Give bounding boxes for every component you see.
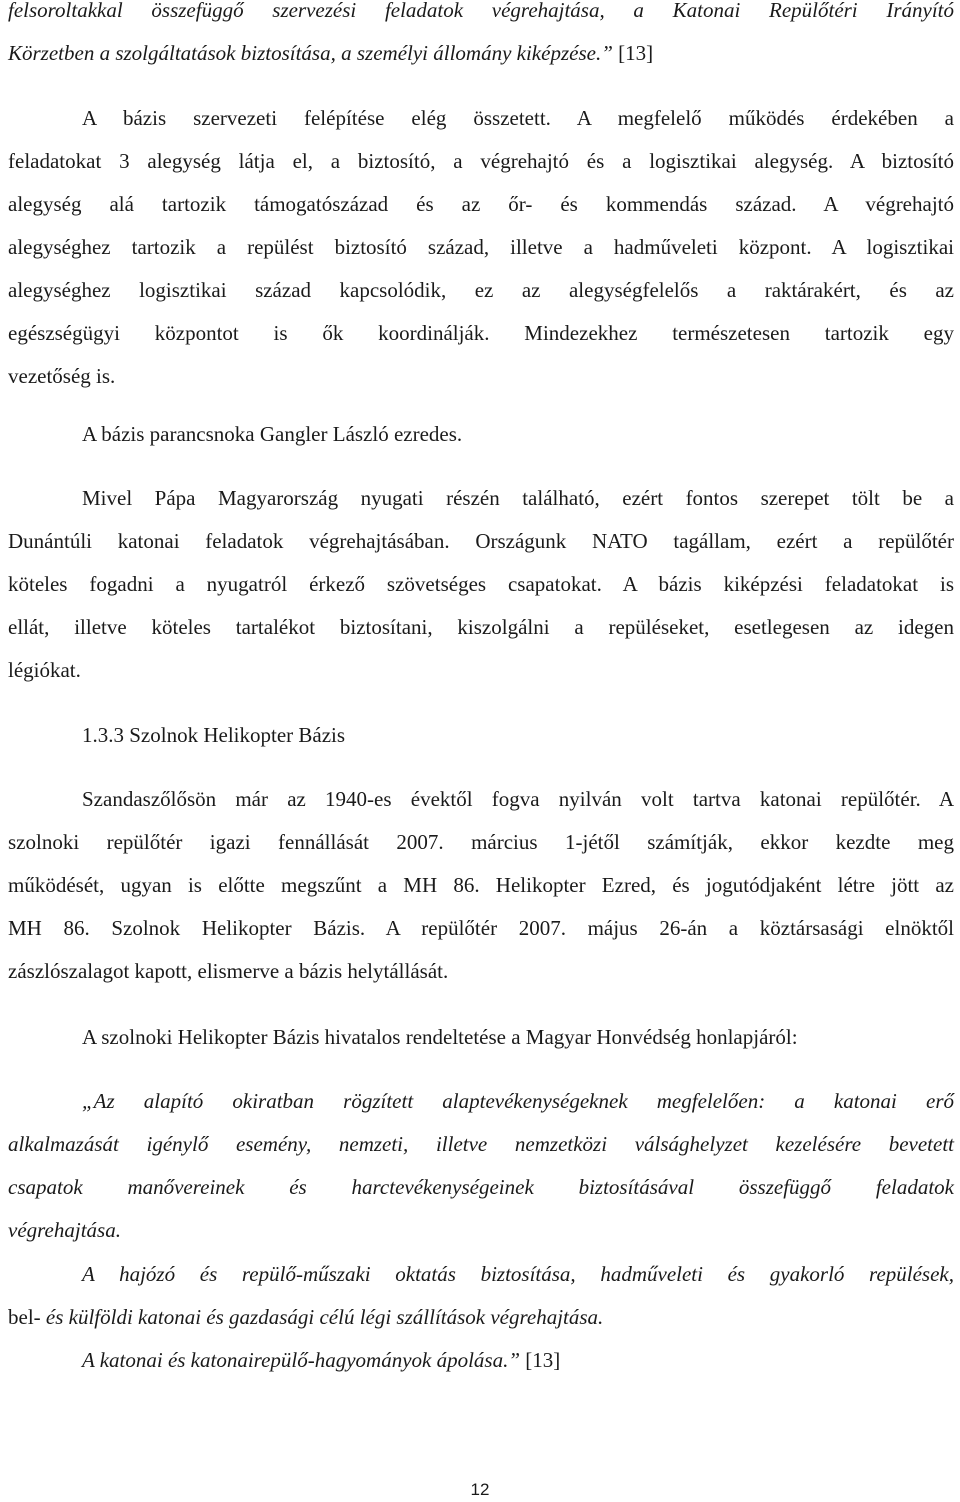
purpose-line: A szolnoki Helikopter Bázis hivatalos rendeltetése a Magyar Honvédség honlapjáról:: [82, 1025, 798, 1049]
papa-line-4: ellát, illetve köteles tartalékot biztosítani, kiszolgálni a repüléseket, esetlegesen az idegen: [8, 615, 954, 639]
quote-paragraph-2: [8, 1253, 954, 1339]
szolnok-paragraph: [8, 778, 954, 993]
szolnok-line-5: zászlószalagot kapott, elismerve a bázis helytállását.: [8, 959, 449, 983]
intro-paragraph: [8, 0, 954, 75]
szolnok-line-4: MH 86. Szolnok Helikopter Bázis. A repülőtér 2007. május 26-án a köztársasági elnöktől: [8, 916, 954, 940]
quote-paragraph-1: [8, 1080, 954, 1252]
quote1-line-1: „Az alapító okiratban rögzített alaptevékenységeknek megfelelően: a katonai erő: [82, 1089, 954, 1113]
intro-line-1: felsoroltakkal összefüggő szervezési feladatok végrehajtása, a Katonai Repülőtéri Irányító: [8, 0, 954, 22]
structure-line-7: vezetőség is.: [8, 364, 116, 388]
quote3-reference: [13]: [520, 1348, 561, 1372]
szolnok-line-2: szolnoki repülőtér igazi fennállását 2007. március 1-jétől számítják, ekkor kezdte meg: [8, 830, 954, 854]
quote2-line-2: és külföldi katonai és gazdasági célú légi szállítások végrehajtása.: [45, 1305, 604, 1329]
szolnok-line-1: Szandaszőlősön már az 1940-es évektől fogva nyilván volt tartva katonai repülőtér. A: [82, 787, 954, 811]
structure-line-6: egészségügyi központot is ők koordinálják. Mindezekhez természetesen tartozik egy: [8, 321, 954, 345]
structure-paragraph: [8, 97, 954, 398]
intro-reference: [13]: [612, 41, 654, 65]
structure-line-4: alegységhez tartozik a repülést biztosító század, illetve a hadműveleti központ. A logisztikai: [8, 235, 954, 259]
structure-line-2: feladatokat 3 alegység látja el, a biztosító, a végrehajtó és a logisztikai alegység. A biztosító: [8, 149, 954, 173]
quote3-line: A katonai és katonairepülő-hagyományok ápolása.”: [82, 1348, 521, 1372]
quote2-line-2-upright: bel-: [8, 1305, 46, 1329]
commander-paragraph: [8, 413, 954, 456]
structure-line-5: alegységhez logisztikai század kapcsolódik, ez az alegységfelelős a raktárakért, és az: [8, 278, 954, 302]
szolnok-line-3: működését, ugyan is előtte megszűnt a MH 86. Helikopter Ezred, és jogutódjaként létre jött az: [8, 873, 954, 897]
commander-line: A bázis parancsnoka Gangler László ezredes.: [82, 422, 463, 446]
papa-paragraph: [8, 477, 954, 692]
section-heading: 1.3.3 Szolnok Helikopter Bázis: [82, 723, 346, 747]
papa-line-5: légiókat.: [8, 658, 81, 682]
structure-line-1: A bázis szervezeti felépítése elég összetett. A megfelelő működés érdekében a: [82, 106, 954, 130]
intro-line-2: Körzetben a szolgáltatások biztosítása, a személyi állomány kiképzése.”: [8, 41, 613, 65]
papa-line-2: Dunántúli katonai feladatok végrehajtásában. Országunk NATO tagállam, ezért a repülőtér: [8, 529, 954, 553]
page-number: 12: [470, 1480, 490, 1499]
structure-line-3: alegység alá tartozik támogatószázad és az őr- és kommendás század. A végrehajtó: [8, 192, 954, 216]
quote1-line-2: alkalmazását igénylő esemény, nemzeti, illetve nemzetközi válsághelyzet kezelésére bevetett: [8, 1132, 954, 1156]
papa-line-1: Mivel Pápa Magyarország nyugati részén található, ezért fontos szerepet tölt be a: [82, 486, 954, 510]
papa-line-3: köteles fogadni a nyugatról érkező szövetséges csapatokat. A bázis kiképzési feladatokat is: [8, 572, 954, 596]
purpose-paragraph: [8, 1016, 954, 1059]
quote1-line-3: csapatok manővereinek és harctevékenységeinek biztosításával összefüggő feladatok: [8, 1175, 954, 1199]
quote-paragraph-3: [8, 1339, 954, 1382]
quote1-line-4: végrehajtása.: [8, 1218, 121, 1242]
quote2-line-1: A hajózó és repülő-műszaki oktatás biztosítása, hadműveleti és gyakorló repülések,: [82, 1262, 954, 1286]
